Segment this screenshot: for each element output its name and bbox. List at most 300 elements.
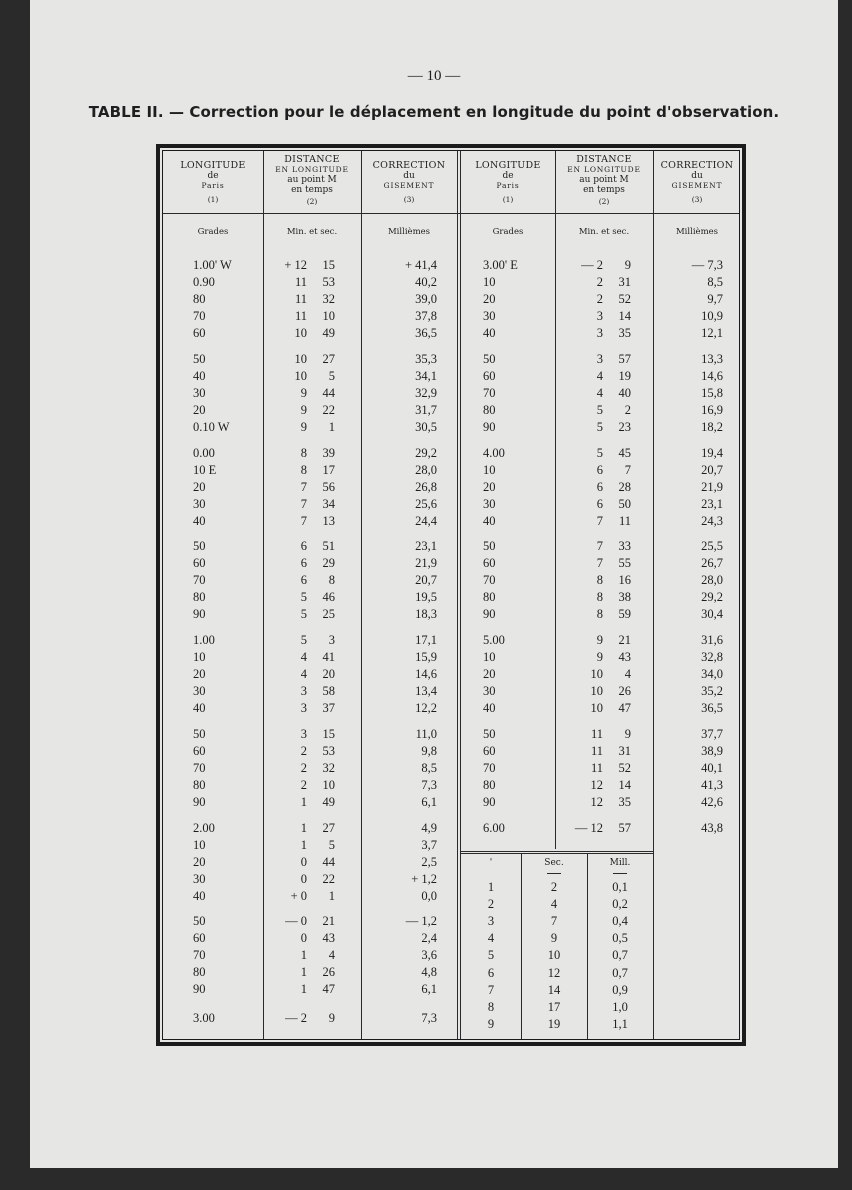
correction-cell: 13,3	[701, 351, 723, 366]
seconds-cell: 46	[322, 590, 335, 605]
minutes-cell: 6	[300, 539, 307, 554]
longitude-cell: 20	[483, 479, 496, 494]
minutes-cell: 12	[590, 794, 603, 809]
longitude-cell: 40	[483, 513, 496, 528]
longitude-cell: 30	[193, 496, 206, 511]
minutes-cell: 7	[596, 513, 603, 528]
minutes-cell: 4	[596, 385, 603, 400]
minutes-cell: 7	[300, 479, 307, 494]
minutes-cell: 9	[300, 419, 307, 434]
seconds-cell: 17	[322, 462, 335, 477]
seconds-cell: 39	[322, 445, 335, 460]
seconds-cell: 29	[322, 556, 335, 571]
correction-cell: 37,7	[701, 726, 723, 741]
longitude-cell: 1.00' W	[193, 258, 232, 272]
seconds-cell: 35	[618, 794, 631, 809]
minutes-cell: 7	[596, 556, 603, 571]
seconds-cell: 59	[618, 607, 631, 622]
longitude-cell: 20	[193, 854, 206, 869]
correction-cell: 9,8	[421, 743, 437, 758]
correction-cell: 2,5	[421, 854, 437, 869]
seconds-cell: 43	[618, 650, 631, 665]
seconds-cell: 47	[618, 701, 631, 716]
minutes-cell: 3	[596, 326, 603, 341]
right-table-row	[163, 385, 739, 402]
correction-cell: 28,0	[701, 573, 723, 588]
correction-cell: 31,7	[415, 402, 437, 417]
seconds-cell: 40	[618, 385, 631, 400]
right-table-row	[163, 402, 739, 419]
correction-cell: 30,4	[701, 607, 723, 622]
longitude-cell: 60	[193, 556, 206, 571]
longitude-cell: 2.00	[193, 820, 215, 835]
seconds-cell: 45	[618, 445, 631, 460]
seconds-cell: 15	[322, 726, 335, 741]
correction-cell: 34,1	[415, 368, 437, 383]
minutes-cell: 1	[300, 982, 307, 997]
longitude-cell: 0.00	[193, 445, 215, 460]
seconds-cell: 8	[328, 573, 335, 588]
correction-cell: 3,7	[421, 837, 437, 852]
longitude-cell: 90	[193, 607, 206, 622]
minutes-cell: 0	[300, 854, 307, 869]
minutes-cell: 10	[590, 684, 603, 699]
correction-cell: 9,7	[707, 292, 723, 307]
page-number: — 10 —	[407, 68, 461, 84]
right-table-row	[163, 700, 739, 717]
longitude-cell: 70	[483, 760, 496, 775]
minutes-cell: 8	[300, 445, 307, 460]
longitude-cell: 80	[483, 402, 496, 417]
seconds-cell: 49	[322, 326, 335, 341]
correction-cell: 17,1	[415, 633, 437, 647]
longitude-cell: 10	[483, 462, 496, 477]
longitude-cell: 90	[483, 419, 496, 434]
minutes-cell: 11	[294, 292, 307, 307]
correction-cell: 26,8	[415, 479, 437, 494]
seconds-cell: 3	[328, 633, 335, 647]
minutes-cell: 3	[596, 351, 603, 366]
seconds-cell: 1	[328, 888, 335, 903]
longitude-cell: 20	[193, 402, 206, 417]
seconds-cell: 20	[322, 667, 335, 682]
correction-cell: 34,0	[701, 667, 723, 682]
minutes-cell: — 12	[574, 820, 603, 835]
seconds-cell: 27	[322, 820, 335, 835]
correction-cell: 18,3	[415, 607, 437, 622]
seconds-cell: 57	[618, 820, 631, 835]
longitude-cell: 1.00	[193, 633, 215, 647]
correction-cell: 15,8	[701, 385, 723, 400]
mini-table-row	[163, 999, 739, 1016]
seconds-cell: 26	[618, 684, 631, 699]
longitude-cell: 30	[483, 496, 496, 511]
longitude-cell: 30	[193, 385, 206, 400]
seconds-cell: 32	[322, 292, 335, 307]
mini-table-cell: 9	[487, 1016, 495, 1031]
minutes-cell: 1	[300, 820, 307, 835]
correction-cell: 24,4	[415, 513, 437, 528]
unit-grades-right: Grades	[492, 227, 524, 237]
mini-table-cell: 0,7	[612, 948, 628, 963]
longitude-cell: 90	[193, 982, 206, 997]
minutes-cell: 10	[294, 326, 307, 341]
seconds-cell: 22	[322, 402, 335, 417]
minutes-cell: 1	[300, 794, 307, 809]
right-table-row	[163, 743, 739, 760]
correction-cell: 18,2	[701, 419, 723, 434]
correction-cell: 24,3	[701, 513, 723, 528]
minutes-cell: 6	[596, 479, 603, 494]
mini-table-row	[163, 930, 739, 947]
correction-cell: 36,5	[415, 326, 437, 341]
longitude-cell: 3.00	[193, 1011, 215, 1025]
seconds-cell: 28	[618, 479, 631, 494]
minutes-cell: 5	[596, 402, 603, 417]
mini-table-cell: 4	[550, 897, 558, 912]
table-title: TABLE II. — Correction pour le déplacement en longitude du point d'observation.	[88, 103, 780, 121]
right-table-row	[163, 683, 739, 700]
right-table-row	[163, 555, 739, 572]
minutes-cell: 8	[596, 607, 603, 622]
minutes-cell: 10	[294, 368, 307, 383]
longitude-cell: 80	[193, 292, 206, 307]
minutes-cell: 9	[300, 385, 307, 400]
correction-cell: 7,3	[421, 1011, 437, 1025]
correction-cell: 3,6	[421, 948, 437, 963]
seconds-cell: 14	[618, 777, 631, 792]
seconds-cell: 53	[322, 275, 335, 290]
right-table-row	[163, 274, 739, 291]
seconds-cell: 5	[328, 837, 335, 852]
correction-cell: 21,9	[701, 479, 723, 494]
mini-table-cell: 0,2	[612, 897, 628, 912]
correction-cell: 11,0	[415, 726, 437, 741]
mini-table-row	[163, 896, 739, 913]
correction-cell: 15,9	[415, 650, 437, 665]
mini-table-cell: 0,9	[612, 982, 628, 997]
longitude-cell: 5.00	[483, 633, 505, 647]
correction-cell: 20,7	[701, 462, 723, 477]
correction-cell: 4,8	[421, 965, 437, 980]
seconds-cell: 4	[328, 948, 335, 963]
correction-cell: 14,6	[415, 667, 437, 682]
minutes-cell: 2	[300, 760, 307, 775]
right-table-row	[163, 589, 739, 606]
longitude-cell: 50	[483, 539, 496, 554]
longitude-cell: 6.00	[483, 820, 505, 835]
minutes-cell: 5	[596, 419, 603, 434]
mini-table-row	[163, 913, 739, 930]
minutes-cell: 9	[300, 402, 307, 417]
minutes-cell: 3	[300, 701, 307, 716]
correction-table	[162, 150, 740, 1040]
minutes-cell: 7	[300, 496, 307, 511]
longitude-cell: 50	[193, 914, 206, 929]
seconds-cell: 9	[624, 258, 631, 272]
seconds-cell: 52	[618, 760, 631, 775]
longitude-cell: 90	[193, 794, 206, 809]
correction-cell: 13,4	[415, 684, 437, 699]
mini-table-cell: 1,0	[612, 999, 628, 1014]
right-table-row	[163, 820, 739, 837]
seconds-cell: 56	[322, 479, 335, 494]
minutes-cell: 12	[590, 777, 603, 792]
longitude-cell: 80	[483, 590, 496, 605]
mini-table-cell: 10	[547, 948, 561, 963]
mini-table-cell: 12	[547, 965, 561, 980]
header-rule	[163, 213, 739, 214]
correction-cell: 40,1	[701, 760, 723, 775]
correction-cell: 19,4	[701, 445, 723, 460]
correction-cell: 26,7	[701, 556, 723, 571]
right-table-row	[163, 368, 739, 385]
longitude-cell: 70	[193, 760, 206, 775]
seconds-cell: 26	[322, 965, 335, 980]
minutes-cell: 9	[596, 650, 603, 665]
right-table-row	[163, 666, 739, 683]
correction-cell: 41,3	[701, 777, 723, 792]
mini-table-cell: 0,4	[612, 914, 628, 929]
minutes-cell: 11	[590, 760, 603, 775]
minutes-cell: 8	[596, 590, 603, 605]
correction-cell: 31,6	[701, 633, 723, 647]
correction-cell: 16,9	[701, 402, 723, 417]
correction-cell: 21,9	[415, 556, 437, 571]
seconds-cell: 4	[624, 667, 631, 682]
right-table-row	[163, 538, 739, 555]
longitude-cell: 90	[483, 607, 496, 622]
seconds-cell: 31	[618, 743, 631, 758]
seconds-cell: 38	[618, 590, 631, 605]
correction-cell: 2,4	[421, 931, 437, 946]
correction-cell: 7,3	[421, 777, 437, 792]
minutes-cell: 1	[300, 965, 307, 980]
longitude-cell: 60	[483, 556, 496, 571]
longitude-cell: 70	[193, 948, 206, 963]
correction-cell: 25,5	[701, 539, 723, 554]
longitude-cell: 10	[193, 650, 206, 665]
correction-cell: 0,0	[421, 888, 437, 903]
seconds-cell: 57	[618, 351, 631, 366]
longitude-cell: 60	[483, 368, 496, 383]
correction-cell: 35,3	[415, 351, 437, 366]
correction-cell: 38,9	[701, 743, 723, 758]
longitude-cell: 80	[193, 965, 206, 980]
minutes-cell: 5	[300, 633, 307, 647]
correction-cell: 25,6	[415, 496, 437, 511]
minutes-cell: — 2	[581, 258, 603, 272]
minutes-cell: 11	[294, 309, 307, 324]
minutes-cell: 11	[590, 726, 603, 741]
mini-table-cell: 3	[487, 914, 495, 929]
mini-table-row	[163, 947, 739, 964]
seconds-cell: 5	[328, 368, 335, 383]
longitude-cell: 50	[193, 539, 206, 554]
seconds-cell: 23	[618, 419, 631, 434]
mini-table-cell: 4	[487, 931, 495, 946]
seconds-cell: 9	[328, 1011, 335, 1025]
seconds-cell: 22	[322, 871, 335, 886]
minutes-cell: 4	[596, 368, 603, 383]
minutes-cell: 5	[596, 445, 603, 460]
minutes-cell: 4	[300, 667, 307, 682]
right-table-row	[163, 479, 739, 496]
minutes-cell: 1	[300, 837, 307, 852]
correction-cell: 29,2	[415, 445, 437, 460]
longitude-cell: 30	[193, 871, 206, 886]
seconds-cell: 53	[322, 743, 335, 758]
longitude-cell: 60	[483, 743, 496, 758]
right-table-row	[163, 496, 739, 513]
right-table-row	[163, 351, 739, 368]
correction-cell: 19,5	[415, 590, 437, 605]
longitude-cell: 40	[193, 368, 206, 383]
seconds-cell: 11	[618, 513, 631, 528]
seconds-cell: 10	[322, 309, 335, 324]
right-table-row	[163, 726, 739, 743]
correction-cell: 29,2	[701, 590, 723, 605]
header-distance-right: DISTANCE EN LONGITUDE au point M en temps (2)	[567, 154, 641, 206]
correction-cell: 10,9	[701, 309, 723, 324]
longitude-cell: 40	[193, 513, 206, 528]
correction-cell: 14,6	[701, 368, 723, 383]
seconds-cell: 33	[618, 539, 631, 554]
right-table-row	[163, 513, 739, 530]
longitude-cell: 20	[483, 292, 496, 307]
mini-table-row	[163, 965, 739, 982]
right-table-row	[163, 632, 739, 649]
mini-table-cell: 19	[547, 1016, 561, 1031]
minutes-cell: + 12	[284, 258, 307, 272]
longitude-cell: 70	[193, 573, 206, 588]
mini-table-cell: 1,1	[612, 1016, 628, 1031]
longitude-cell: 70	[193, 309, 206, 324]
minutes-cell: 3	[300, 726, 307, 741]
seconds-cell: 50	[618, 496, 631, 511]
correction-cell: — 7,3	[691, 258, 723, 272]
correction-cell: 32,9	[415, 385, 437, 400]
right-table-row	[163, 606, 739, 623]
seconds-cell: 1	[328, 419, 335, 434]
right-table-row	[163, 794, 739, 811]
seconds-cell: 15	[322, 258, 335, 272]
mini-table-cell: 1	[487, 880, 495, 894]
correction-cell: 8,5	[421, 760, 437, 775]
minutes-cell: 2	[596, 292, 603, 307]
correction-cell: 43,8	[701, 820, 723, 835]
seconds-cell: 7	[624, 462, 631, 477]
mini-table-row	[163, 1016, 739, 1033]
minutes-cell: 8	[596, 573, 603, 588]
longitude-cell: 0.10 W	[193, 419, 230, 434]
longitude-cell: 40	[193, 701, 206, 716]
correction-cell: + 1,2	[411, 871, 437, 886]
mini-table-cell: 14	[547, 982, 561, 997]
correction-cell: 36,5	[701, 701, 723, 716]
seconds-cell: 49	[322, 794, 335, 809]
minutes-cell: 7	[300, 513, 307, 528]
minutes-cell: 3	[300, 684, 307, 699]
minutes-cell: 2	[300, 743, 307, 758]
mini-table-cell: 5	[487, 948, 495, 963]
unit-milliemes-left: Millièmes	[387, 227, 431, 237]
header-longitude-left: LONGITUDE de Paris (1)	[180, 160, 246, 204]
longitude-cell: 50	[483, 351, 496, 366]
mini-table-cell: 7	[550, 914, 558, 929]
seconds-cell: 10	[322, 777, 335, 792]
minutes-cell: 2	[596, 275, 603, 290]
minutes-cell: 9	[596, 633, 603, 647]
longitude-cell: 50	[193, 726, 206, 741]
minutes-cell: 1	[300, 948, 307, 963]
longitude-cell: 30	[483, 684, 496, 699]
longitude-cell: 30	[193, 684, 206, 699]
right-table-row	[163, 572, 739, 589]
correction-cell: 40,2	[415, 275, 437, 290]
right-table-row	[163, 462, 739, 479]
longitude-cell: 20	[193, 479, 206, 494]
minutes-cell: 8	[300, 462, 307, 477]
longitude-cell: 20	[483, 667, 496, 682]
right-table-row	[163, 649, 739, 666]
minutes-cell: 0	[300, 871, 307, 886]
minutes-cell: 6	[300, 573, 307, 588]
longitude-cell: 4.00	[483, 445, 505, 460]
mini-table-cell: 0,5	[612, 931, 628, 946]
longitude-cell: 10	[483, 275, 496, 290]
right-table-row	[163, 760, 739, 777]
minutes-cell: 6	[300, 556, 307, 571]
mini-table-cell: 0,1	[612, 880, 628, 894]
minutes-cell: 7	[596, 539, 603, 554]
minutes-cell: 11	[294, 275, 307, 290]
right-table-row	[163, 257, 739, 274]
seconds-cell: 51	[322, 539, 335, 554]
seconds-cell: 44	[322, 385, 335, 400]
header-distance-left: DISTANCE EN LONGITUDE au point M en temps (2)	[275, 154, 349, 206]
minutes-cell: 5	[300, 607, 307, 622]
longitude-cell: 70	[483, 573, 496, 588]
seconds-cell: 2	[624, 402, 631, 417]
mini-table-header: Mill.	[609, 858, 631, 868]
minutes-cell: — 0	[285, 914, 307, 929]
right-table-row	[163, 291, 739, 308]
mini-table-cell: 7	[487, 982, 495, 997]
longitude-cell: 10 E	[193, 462, 217, 477]
right-table-row	[163, 777, 739, 794]
seconds-cell: 34	[322, 496, 335, 511]
mini-table-row	[163, 879, 739, 896]
longitude-cell: 60	[193, 326, 206, 341]
seconds-cell: 32	[322, 760, 335, 775]
correction-cell: 23,1	[415, 539, 437, 554]
seconds-cell: 37	[322, 701, 335, 716]
seconds-cell: 47	[322, 982, 335, 997]
minutes-cell: 10	[590, 667, 603, 682]
minutes-cell: + 0	[290, 888, 307, 903]
minutes-cell: 6	[596, 462, 603, 477]
longitude-cell: 40	[483, 326, 496, 341]
unit-grades-left: Grades	[197, 227, 229, 237]
seconds-cell: 43	[322, 931, 335, 946]
longitude-cell: 90	[483, 794, 496, 809]
longitude-cell: 60	[193, 931, 206, 946]
longitude-cell: 40	[483, 701, 496, 716]
correction-cell: 23,1	[701, 496, 723, 511]
mini-table-cell: 2	[487, 897, 495, 912]
right-table-row	[163, 325, 739, 342]
